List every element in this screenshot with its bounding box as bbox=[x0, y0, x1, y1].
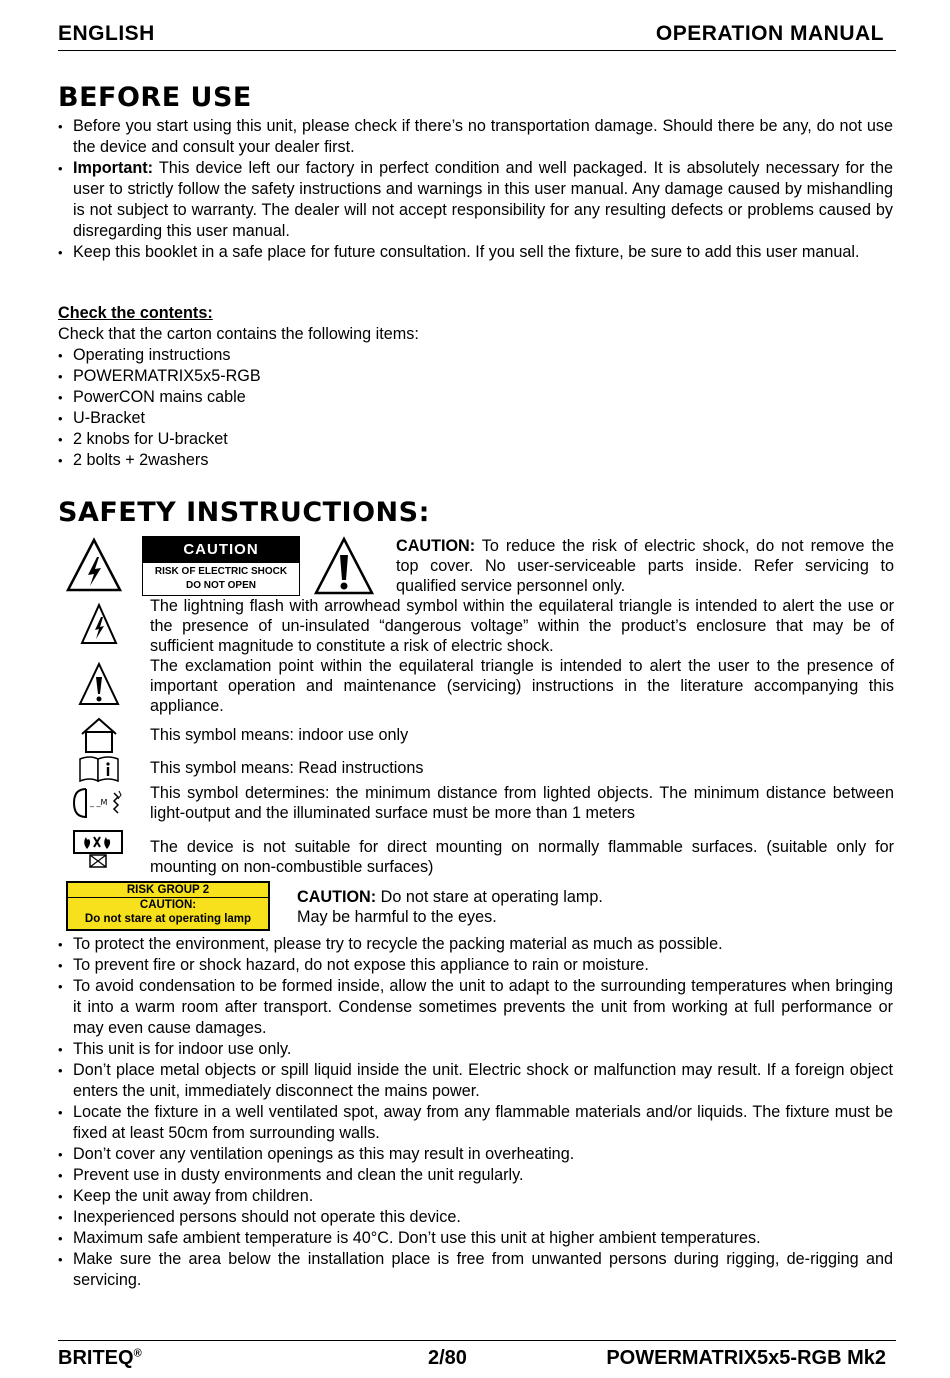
safety-list bbox=[58, 934, 893, 1291]
caution-paragraph: CAUTION: To reduce the risk of electric shock, do not remove the top cover. No user-serviceable parts inside. Refer servicing to qualified service personnel only. bbox=[396, 537, 894, 595]
flammable-paragraph: The device is not suitable for direct mounting on normally flammable surfaces. (suitable only for mounting on non-combustible surfaces) bbox=[150, 838, 894, 876]
lightning-triangle-icon bbox=[80, 603, 118, 645]
list-item: • Keep this booklet in a safe place for future consultation. If you sell the fixture, be sure to add this user manual. bbox=[58, 242, 893, 263]
lamp-caution-paragraph: CAUTION: Do not stare at operating lamp. May be harmful to the eyes. bbox=[297, 888, 603, 926]
list-item: • Keep the unit away from children. bbox=[58, 1186, 893, 1207]
contents-list bbox=[58, 345, 458, 471]
electric-shock-warning-icon bbox=[66, 537, 122, 593]
list-item: • Operating instructions bbox=[58, 345, 458, 366]
indoor-paragraph: This symbol means: indoor use only bbox=[150, 726, 409, 744]
caution-label: CAUTION RISK OF ELECTRIC SHOCK DO NOT OPEN bbox=[142, 536, 300, 596]
indoor-house-icon bbox=[80, 716, 118, 754]
exclamation-triangle-icon bbox=[78, 662, 120, 706]
page-header bbox=[58, 20, 896, 51]
list-item: • Locate the fixture in a well ventilated spot, away from any flammable materials and/or liquids. The fixture must be fixed at least 50cm from surrounding walls. bbox=[58, 1102, 893, 1144]
list-item: • 2 knobs for U-bracket bbox=[58, 429, 458, 450]
before-use-title: BEFORE USE bbox=[58, 82, 252, 113]
svg-text:_ _M: _ _M bbox=[90, 798, 108, 807]
page-footer bbox=[58, 1340, 896, 1375]
list-item: • Don’t cover any ventilation openings as this may result in overheating. bbox=[58, 1144, 893, 1165]
list-item: • PowerCON mains cable bbox=[58, 387, 458, 408]
contents-heading: Check the contents: bbox=[58, 304, 213, 322]
list-item: • 2 bolts + 2washers bbox=[58, 450, 458, 471]
exclamation-warning-icon bbox=[314, 536, 374, 596]
list-item: • Don’t place metal objects or spill liquid inside the unit. Electric shock or malfunction may result. If a foreign object enters the unit, immediately disconnect the mains power. bbox=[58, 1060, 893, 1102]
list-item: • This unit is for indoor use only. bbox=[58, 1039, 893, 1060]
important-label: Important: bbox=[73, 159, 154, 177]
flammable-surface-icon bbox=[72, 829, 124, 871]
list-item: • Inexperienced persons should not operate this device. bbox=[58, 1207, 893, 1228]
list-item: • Before you start using this unit, please check if there’s no transportation damage. Should there be any, do not use the device and consult your dealer first. bbox=[58, 116, 893, 158]
list-item: • Prevent use in dusty environments and clean the unit regularly. bbox=[58, 1165, 893, 1186]
risk-group-label: RISK GROUP 2 CAUTION: Do not stare at operating lamp bbox=[66, 881, 270, 931]
list-item: • Important: This device left our factory in perfect condition and well packaged. It is absolutely necessary for the user to strictly follow the safety instructions and warnings in this user manual. Any damage caused by mishandling is not subject to warranty. The dealer will not accept responsibility for any resulting defects or problems caused by disregarding this user manual. bbox=[58, 158, 893, 242]
exclamation-paragraph: The exclamation point within the equilateral triangle is intended to alert the user to the presence of important operation and maintenance (servicing) instructions in the literature accompanying this appliance. bbox=[150, 657, 894, 715]
read-instructions-icon bbox=[78, 755, 120, 783]
list-item: • POWERMATRIX5x5-RGB bbox=[58, 366, 458, 387]
list-item: • Maximum safe ambient temperature is 40°C. Don’t use this unit at higher ambient temperatures. bbox=[58, 1228, 893, 1249]
read-instructions-paragraph: This symbol means: Read instructions bbox=[150, 759, 424, 777]
list-item: • U-Bracket bbox=[58, 408, 458, 429]
lightning-paragraph: The lightning flash with arrowhead symbol within the equilateral triangle is intended to alert the use or the presence of un-insulated “dangerous voltage” within the product’s enclosure that may be of sufficient magnitude to constitute a risk of electric shock. bbox=[150, 597, 894, 655]
footer-model: POWERMATRIX5x5-RGB Mk2 bbox=[606, 1347, 886, 1369]
footer-brand: BRITEQ® bbox=[58, 1347, 142, 1369]
list-item: • To avoid condensation to be formed inside, allow the unit to adapt to the surrounding temperatures when bringing it into a warm room after transport. Condense sometimes prevents the unit from working at full performance or may even cause damages. bbox=[58, 976, 893, 1039]
list-item: • Make sure the area below the installation place is free from unwanted persons during rigging, de-rigging and servicing. bbox=[58, 1249, 893, 1291]
header-doc-type: OPERATION MANUAL bbox=[655, 22, 884, 45]
footer-page-number: 2/80 bbox=[428, 1347, 467, 1369]
header-language: ENGLISH bbox=[58, 22, 155, 45]
contents-intro: Check that the carton contains the following items: bbox=[58, 325, 419, 343]
before-use-list bbox=[58, 116, 893, 263]
list-item: • To prevent fire or shock hazard, do not expose this appliance to rain or moisture. bbox=[58, 955, 893, 976]
list-item: • To protect the environment, please try to recycle the packing material as much as possible. bbox=[58, 934, 893, 955]
minimum-distance-icon bbox=[70, 787, 124, 819]
safety-title: SAFETY INSTRUCTIONS: bbox=[58, 497, 430, 528]
distance-paragraph: This symbol determines: the minimum distance from lighted objects. The minimum distance between light-output and the illuminated surface must be more than 1 meters bbox=[150, 784, 894, 822]
